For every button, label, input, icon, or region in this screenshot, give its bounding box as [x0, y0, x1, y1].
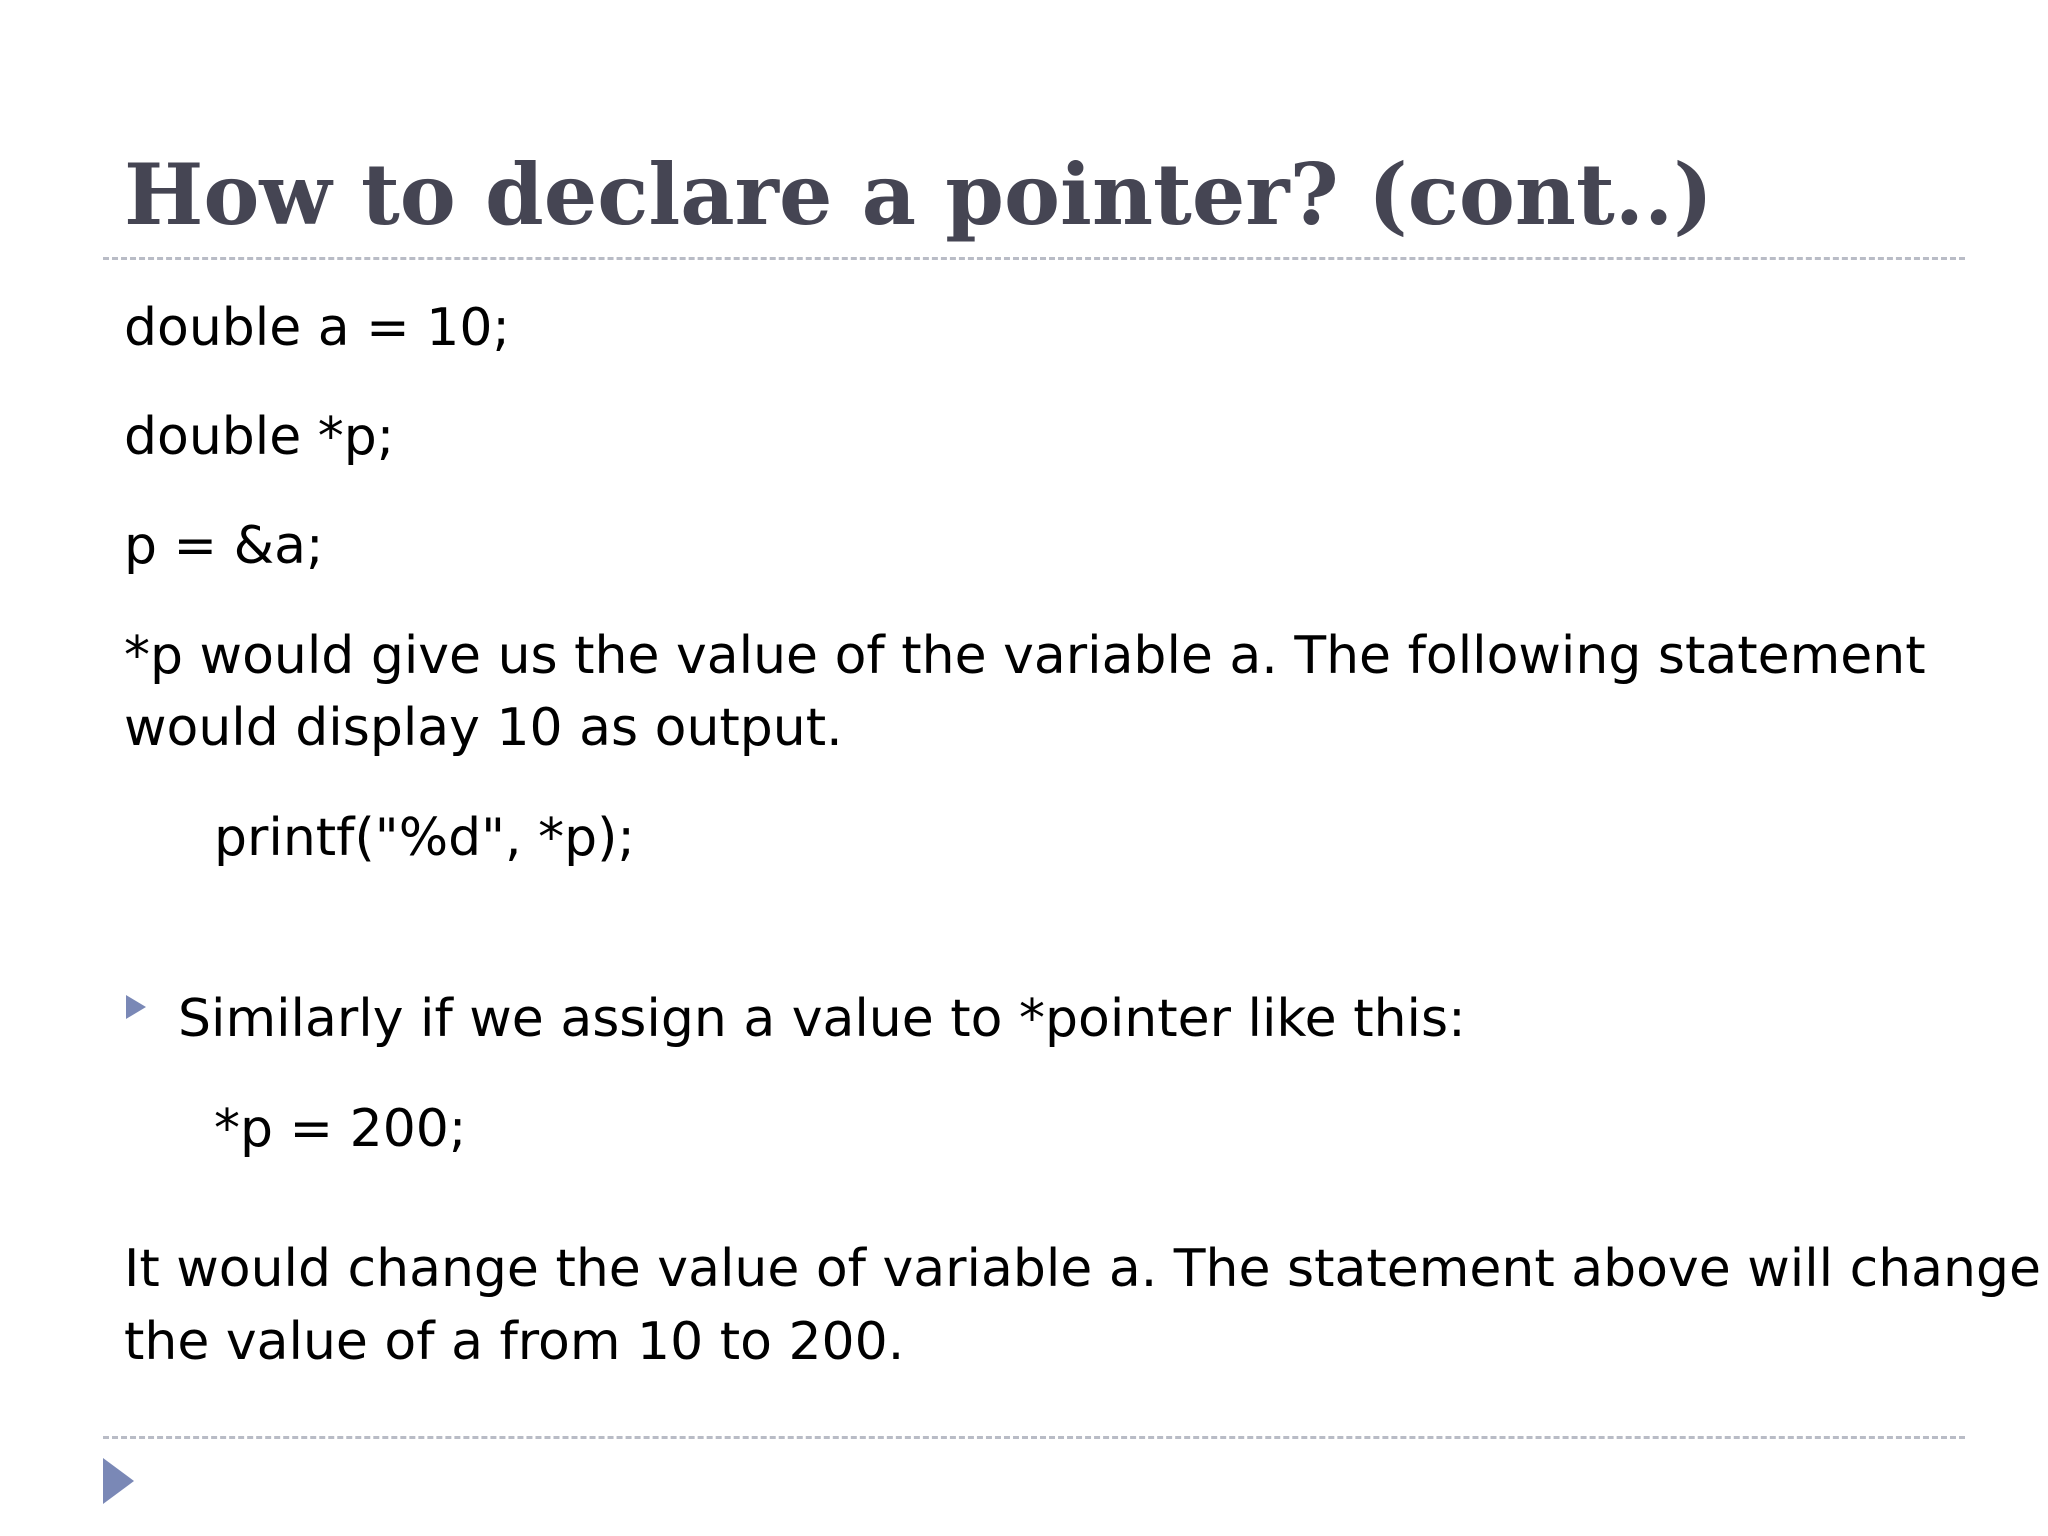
footer-divider: [103, 1436, 1965, 1439]
conclusion-line-1: It would change the value of variable a. The statement above will change: [124, 1239, 2041, 1299]
slide-title: How to declare a pointer? (cont..): [124, 145, 1714, 244]
next-slide-arrow-icon[interactable]: [103, 1458, 134, 1504]
bullet-text: Similarly if we assign a value to *pointer like this:: [178, 989, 1466, 1049]
explanation-line-2: would display 10 as output.: [124, 698, 843, 758]
title-divider: [103, 257, 1965, 260]
code-line-printf: printf("%d", *p);: [214, 808, 635, 868]
triangle-right-icon: [126, 995, 146, 1019]
conclusion-line-2: the value of a from 10 to 200.: [124, 1312, 905, 1372]
code-line-declare-a: double a = 10;: [124, 298, 510, 358]
code-line-assign-p: p = &a;: [124, 516, 324, 576]
code-line-declare-p: double *p;: [124, 407, 395, 467]
code-line-assign-value: *p = 200;: [214, 1099, 467, 1159]
explanation-line-1: *p would give us the value of the variable a. The following statement: [124, 626, 1926, 686]
